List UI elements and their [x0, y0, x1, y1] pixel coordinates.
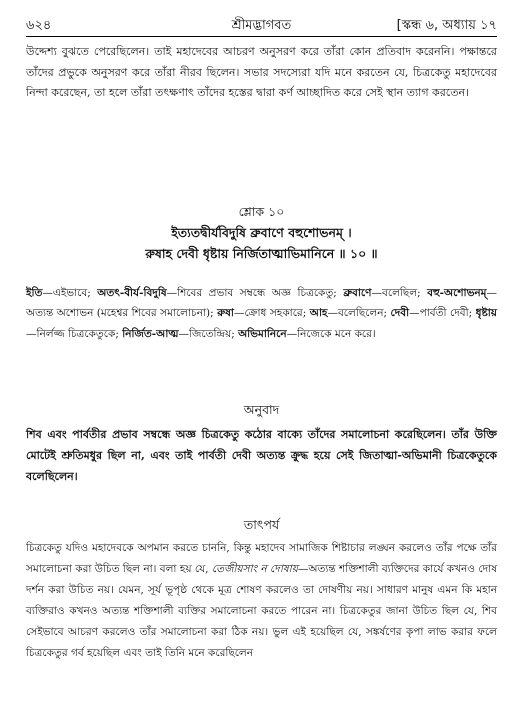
chapter-reference: [স্কন্ধ ৬, অধ্যায় ১৭	[396, 18, 497, 33]
purport-text-start: চিত্রকেতু যদিও মহাদেবকে অপমান করতে চাননি, কিন্তু মহাদেব সামাজিক শিষ্টাচার লঙ্ঘন করলেও তাঁর পক্ষে তাঁর সমালোচনা করা উচিত ছিল না। বলা হয় যে,	[26, 542, 497, 575]
synonym-word: দেবী	[390, 307, 410, 319]
purport-section	[26, 515, 497, 664]
synonym-word: ইতি	[26, 286, 43, 299]
synonym-meaning: বলেছিল;	[382, 286, 428, 299]
synonym-meaning: পার্বতী দেবী;	[419, 307, 476, 319]
synonym-meaning: নির্লজ্জ চিত্রকেতুকে;	[36, 327, 123, 340]
purport-text	[26, 538, 497, 664]
synonym-meaning: জিতেন্দ্রিয়;	[189, 327, 239, 340]
synonyms-paragraph: ইতি—এইভাবে; অতৎ-বীর্য-বিদুষি—শিবের প্রভাব সম্বন্ধে অজ্ঞ চিত্রকেতু; ব্রুবাণে—বলেছিল; বহু-অশোভনম্—অত্যন্ত অশোভন (মহেশ্বর শিবের সমালোচনা); রুষা—ক্রোধ সহকারে; আহ—বলেছিলেন; দেবী—পার্বতী দেবী; ধৃষ্টায়—নির্লজ্জ চিত্রকেতুকে; নির্জিত-আত্ম—জিতেন্দ্রিয়; অভিমানিনে—নিজেকে মনে করে।	[26, 286, 498, 340]
synonym-word: রুষা	[217, 307, 234, 319]
intro-section	[26, 42, 497, 104]
synonym-meaning: ক্রোধ সহকারে;	[244, 307, 310, 319]
verse-line-1: ইত্যতদ্বীর্যবিদুষি ব্রুবাণে বহুশোভনম্ ।	[171, 225, 352, 240]
page-number: ৬২৪	[26, 18, 52, 33]
synonym-word: ধৃষ্টায়	[475, 307, 497, 319]
word-meanings	[26, 272, 497, 355]
translation-title: অনুবাদ	[243, 402, 280, 417]
translation-text: শিব এবং পার্বতীর প্রভাব সম্বন্ধে অজ্ঞ চিত্রকেতু কঠোর বাক্যে তাঁদের সমালোচনা করেছিলেন। তাঁর উক্তি মোটেই শ্রুতিমধুর ছিল না, এবং তাই পার্বতী দেবী অত্যন্ত ক্রুদ্ধ হয়ে সেই জিতাত্মা-অভিমানী চিত্রকেতুকে বলেছিলেন।	[26, 428, 497, 483]
synonym-word: বহু-অশোভনম্	[427, 286, 487, 299]
shloka-section	[26, 202, 497, 264]
synonym-meaning: অত্যন্ত অশোভন (মহেশ্বর শিবের সমালোচনা);	[26, 307, 218, 319]
synonym-meaning: বলেছিলেন;	[337, 307, 391, 319]
synonym-word: অভিমানিনে	[238, 327, 287, 340]
translation-section	[26, 400, 497, 487]
synonym-meaning: এইভাবে;	[52, 286, 98, 299]
synonym-meaning: নিজেকে মনে করে।	[297, 327, 376, 340]
purport-quote: তেজীয়সাং ন দোষায়	[211, 563, 298, 575]
page-header	[26, 16, 497, 38]
purport-text-rest: —অত্যন্ত শক্তিশালী ব্যক্তিদের কার্যে কখনও দোষ দর্শন করা উচিত নয়। যেমন, সূর্য ভূপৃষ্ঠ থেকে মূত্র শোষণ করলেও তা দোষণীয় নয়। সাধারণ মানুষ এমন কি মহান ব্যক্তিরাও কখনও অত্যন্ত শক্তিশালী ব্যক্তির সমালোচনা করতে পারেন না। চিত্রকেতুর জানা উচিত ছিল যে, শিব সেইভাবে আচরণ করলেও তাঁর সমালোচনা করা ঠিক নয়। ভুল এই হয়েছিল যে, সঙ্কর্ষণের কৃপা লাভ করার ফলে চিত্রকেতুর গর্ব হয়েছিল এবং তাই তিনি মনে করেছিলেন	[26, 563, 497, 659]
synonym-word: অতৎ-বীর্য-বিদুষি	[97, 286, 167, 299]
shloka-label: শ্লোক ১০	[238, 204, 285, 219]
intro-paragraph: উদ্দেশ্য বুঝতে পেরেছিলেন। তাই মহাদেবের আচরণ অনুসরণ করে তাঁরা কোন প্রতিবাদ করেননি। পক্ষান্তরে তাঁদের প্রভুকে অনুসরণ করে তাঁরা নীরব ছিলেন। সভার সদস্যেরা যদি মনে করতেন যে, চিত্রকেতু মহাদেবের নিন্দা করেছেন, তা হলে তাঁরা তৎক্ষণাৎ তাঁদের হস্তের দ্বারা কর্ণ আচ্ছাদিত করে সেই স্থান ত্যাগ করতেন।	[26, 45, 497, 99]
verse-line-2: রুষাহ দেবী ধৃষ্টায় নির্জিতাত্মাভিমানিনে ॥ ১০ ॥	[145, 246, 378, 261]
synonym-word: আহ	[309, 307, 328, 319]
header-rule	[26, 36, 497, 37]
book-title: শ্রীমদ্ভাগবত	[231, 18, 292, 33]
purport-title: তাৎপর্য	[243, 517, 280, 532]
synonym-word: নির্জিত-আত্ম	[122, 327, 179, 340]
synonym-word: ব্রুবাণে	[343, 286, 372, 299]
synonym-meaning: শিবের প্রভাব সম্বন্ধে অজ্ঞ চিত্রকেতু;	[177, 286, 344, 299]
